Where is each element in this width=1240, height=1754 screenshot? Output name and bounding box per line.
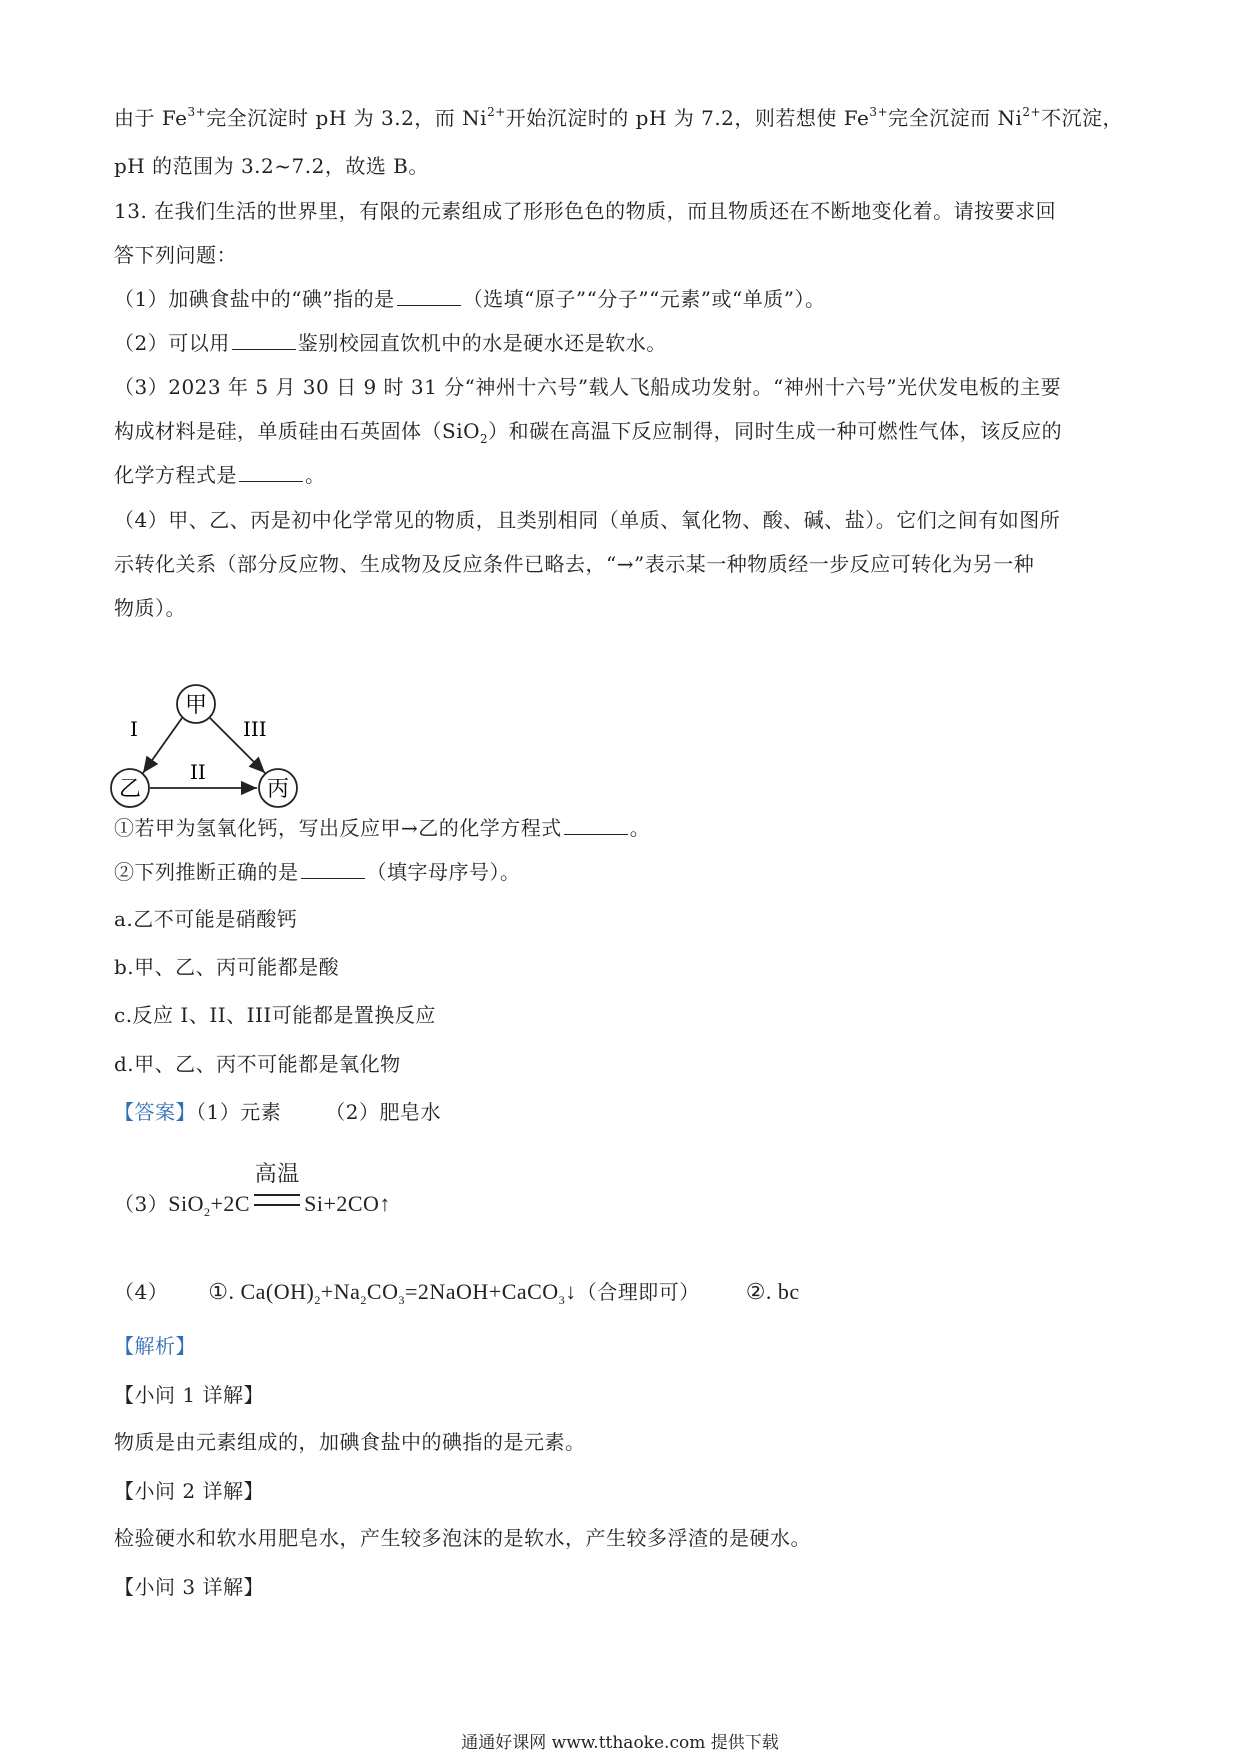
text: ）和碳在高温下反应制得，同时生成一种可燃性气体，该反应的 bbox=[488, 419, 1063, 443]
question-part-3-end bbox=[114, 461, 326, 489]
option-b: b.甲、乙、丙可能都是酸 bbox=[114, 955, 340, 979]
node-yi-label: 乙 bbox=[118, 777, 142, 802]
text: （1）加碘食盐中的“碘”指的是 bbox=[114, 287, 395, 311]
question-part-4-end: 物质）。 bbox=[114, 596, 186, 620]
text: （合理即可） bbox=[576, 1280, 700, 1304]
subscript: 2 bbox=[203, 1205, 211, 1219]
text: ↓ bbox=[565, 1279, 577, 1304]
sub-question-1-text: 物质是由元素组成的，加碘食盐中的碘指的是元素。 bbox=[114, 1430, 586, 1454]
text: 不沉淀， bbox=[1041, 106, 1124, 130]
label-III: III bbox=[243, 717, 267, 741]
sub-question-2 bbox=[114, 858, 521, 886]
superscript: 3+ bbox=[869, 105, 889, 119]
subscript: 3 bbox=[398, 1293, 405, 1307]
sub-question-1 bbox=[114, 814, 650, 842]
superscript: 3+ bbox=[187, 105, 207, 119]
node-bing-label: 丙 bbox=[266, 777, 290, 802]
explanation-line-1 bbox=[114, 104, 1123, 132]
subscript: 2 bbox=[314, 1293, 321, 1307]
text: 构成材料是硅，单质硅由石英固体（SiO bbox=[114, 419, 480, 443]
text: 鉴别校园直饮机中的水是硬水还是软水。 bbox=[297, 331, 667, 355]
answer-line bbox=[114, 1098, 441, 1126]
equals-sign bbox=[254, 1194, 300, 1206]
text: 由于 Fe bbox=[114, 106, 188, 130]
reaction-condition bbox=[254, 1161, 300, 1218]
option-d: d.甲、乙、丙不可能都是氧化物 bbox=[114, 1052, 401, 1076]
page-footer: 通通好课网 www.tthaoke.com 提供下载 bbox=[461, 1733, 779, 1753]
sub-question-1-heading: 【小问 1 详解】 bbox=[114, 1383, 264, 1407]
answer-1: （1）元素 bbox=[196, 1100, 282, 1124]
question-13-stem-cont: 答下列问题： bbox=[114, 243, 237, 267]
text: 。 bbox=[305, 463, 326, 487]
subscript: 2 bbox=[480, 432, 489, 446]
text: SiO bbox=[168, 1191, 204, 1216]
conversion-diagram bbox=[108, 682, 308, 812]
text: 化学方程式是 bbox=[114, 463, 237, 487]
question-part-3: （3）2023 年 5 月 30 日 9 时 31 分“神州十六号”载人飞船成功发射。“神州十六号”光伏发电板的主要 bbox=[114, 375, 1062, 399]
sub-question-2-text: 检验硬水和软水用肥皂水，产生较多泡沫的是软水，产生较多浮渣的是硬水。 bbox=[114, 1526, 811, 1550]
superscript: 2+ bbox=[487, 105, 506, 119]
subscript: 3 bbox=[558, 1293, 566, 1307]
superscript: 2+ bbox=[1022, 105, 1042, 119]
text: （2）可以用 bbox=[114, 331, 230, 355]
arrow-I bbox=[143, 718, 182, 773]
label-I: I bbox=[130, 717, 138, 741]
option-a: a.乙不可能是硝酸钙 bbox=[114, 907, 298, 931]
sub-question-2-heading: 【小问 2 详解】 bbox=[114, 1479, 264, 1503]
sub-question-3-heading: 【小问 3 详解】 bbox=[114, 1575, 264, 1599]
answer-blank bbox=[301, 858, 365, 879]
text: ②. bc bbox=[745, 1279, 800, 1304]
text: +Na bbox=[320, 1279, 361, 1304]
answer-equation-3 bbox=[114, 1161, 391, 1219]
answer-tag: 【答案】 bbox=[114, 1100, 196, 1124]
question-part-4: （4）甲、乙、丙是初中化学常见的物质，且类别相同（单质、氧化物、酸、碱、盐）。它们之间有如图所 bbox=[114, 508, 1061, 532]
text: 完全沉淀而 Ni bbox=[888, 106, 1023, 130]
subscript: 2 bbox=[360, 1293, 367, 1307]
answer-blank bbox=[232, 329, 296, 350]
label-II: II bbox=[190, 760, 206, 784]
text: ②下列推断正确的是 bbox=[114, 860, 299, 884]
node-jia-label: 甲 bbox=[184, 693, 208, 718]
text: ①. Ca(OH) bbox=[208, 1279, 315, 1304]
explanation-line-2: pH 的范围为 3.2~7.2，故选 B。 bbox=[114, 154, 429, 178]
text: 。 bbox=[629, 816, 651, 840]
text: （3） bbox=[114, 1192, 169, 1216]
text: +2C bbox=[210, 1191, 251, 1216]
answer-2: （2）肥皂水 bbox=[325, 1100, 441, 1124]
text: =2NaOH+CaCO bbox=[404, 1279, 559, 1304]
text: （填字母序号）。 bbox=[366, 860, 521, 884]
text: 开始沉淀时的 pH 为 7.2，则若想使 Fe bbox=[505, 106, 870, 130]
analysis-tag: 【解析】 bbox=[114, 1334, 196, 1358]
text: 完全沉淀时 pH 为 3.2，而 Ni bbox=[206, 106, 488, 130]
condition-text: 高温 bbox=[254, 1161, 300, 1186]
question-part-4-cont: 示转化关系（部分反应物、生成物及反应条件已略去，“→”表示某一种物质经一步反应可转化为另一种 bbox=[114, 552, 1035, 576]
question-13-stem: 13. 在我们生活的世界里，有限的元素组成了形形色色的物质，而且物质还在不断地变化着。请按要求回 bbox=[114, 199, 1057, 223]
text: （4） bbox=[114, 1280, 169, 1304]
option-c: c.反应 I、II、III可能都是置换反应 bbox=[114, 1003, 436, 1027]
answer-blank bbox=[564, 814, 628, 835]
answer-blank bbox=[397, 285, 461, 306]
answer-equation-4 bbox=[114, 1278, 800, 1306]
text: Si+2CO↑ bbox=[304, 1191, 391, 1216]
question-part-2 bbox=[114, 329, 667, 357]
text: ①若甲为氢氧化钙，写出反应甲→乙的化学方程式 bbox=[114, 816, 562, 840]
answer-blank bbox=[239, 461, 303, 482]
question-part-1 bbox=[114, 285, 825, 313]
text: （选填“原子”“分子”“元素”或“单质”）。 bbox=[462, 287, 826, 311]
question-part-3-cont bbox=[114, 417, 1062, 445]
text: CO bbox=[366, 1279, 399, 1304]
